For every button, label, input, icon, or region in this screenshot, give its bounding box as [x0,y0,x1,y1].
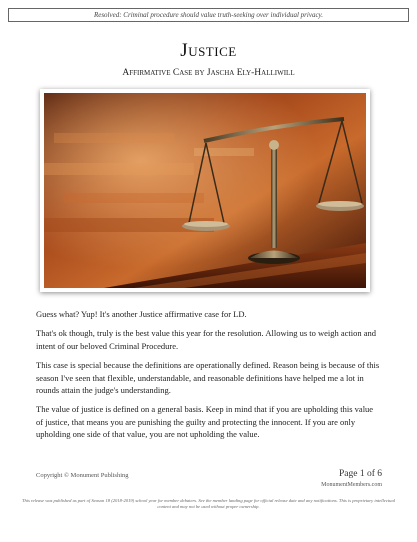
paragraph: The value of justice is defined on a general basis. Keep in mind that if you are upholding this value of justice, that means you are punishing the guilty and protecting the innocent. If you are only upholding one side of that value, you are not upholding the value. [36,404,374,440]
body-text [36,308,382,448]
page-number: Page 1 of 6 [338,469,382,479]
resolution-banner: Resolved: Criminal procedure should value truth-seeking over individual privacy. [8,8,409,22]
photo-frame [40,89,370,292]
document-title: Justice [180,40,237,61]
footer-disclaimer: This release was published as part of Season 18 (2018-2019) school year for member debaters. See the member landing page for official release date and any notifications. This is proprietary intellectual content and may not be used without proper ownership. [21,498,396,510]
paragraph: This case is special because the definitions are operationally defined. Reason being is because of this season I've seen that flexible, understandable, and reasonable definitions have helped me a lot in rounds attain the judge's understanding. [36,360,380,396]
paragraph: Guess what? Yup! It's another Justice affirmative case for LD. [36,309,247,319]
scales-of-justice-photo [44,93,366,288]
document-subtitle: Affirmative Case by Jascha Ely-Halliwill [122,68,295,78]
site-url: MonumentMembers.com [321,482,382,488]
copyright-notice: Copyright © Monument Publishing [36,472,129,479]
paragraph: That's ok though, truly is the best value this year for the resolution. Allowing us to weigh action and intent of our beloved Criminal Procedure. [36,328,377,351]
